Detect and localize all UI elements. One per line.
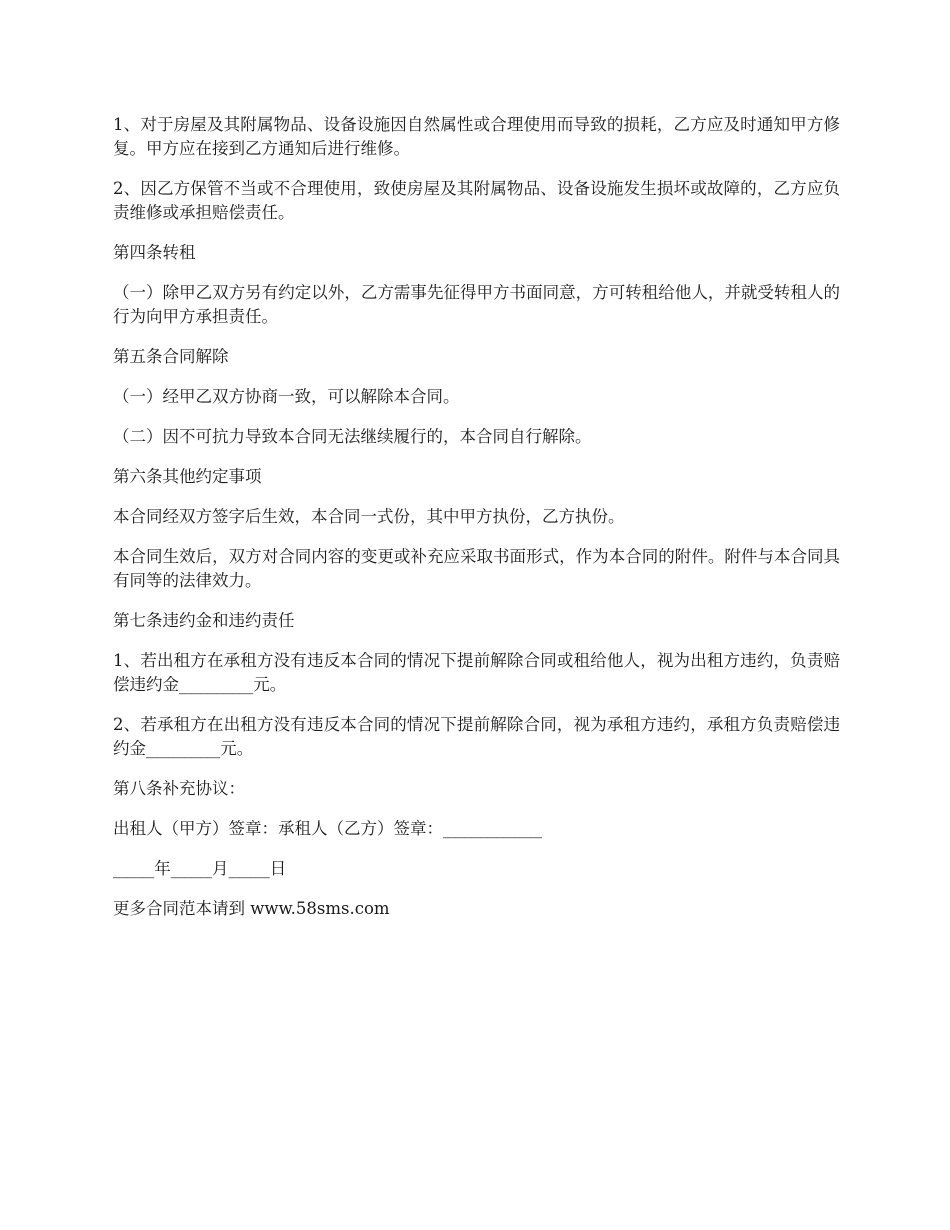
clause-sublease-consent: （一）除甲乙双方另有约定以外，乙方需事先征得甲方书面同意，方可转租给他人，并就受转租人的行为向甲方承担责任。 <box>113 283 840 326</box>
date-line: _____年_____月_____日 <box>113 859 287 878</box>
clause-effective-copies: 本合同经双方签字后生效，本合同一式份，其中甲方执份，乙方执份。 <box>113 507 625 526</box>
document-body <box>113 113 840 937</box>
clause-repair-natural-wear: 1、对于房屋及其附属物品、设备设施因自然属性或合理使用而导致的损耗，乙方应及时通知甲方修复。甲方应在接到乙方通知后进行维修。 <box>113 115 840 158</box>
clause-termination-mutual: （一）经甲乙双方协商一致，可以解除本合同。 <box>113 387 460 406</box>
clause-termination-force-majeure: （二）因不可抗力导致本合同无法继续履行的，本合同自行解除。 <box>113 427 592 446</box>
section-heading-supplement: 第八条补充协议： <box>113 779 245 798</box>
section-heading-other-matters: 第六条其他约定事项 <box>113 467 262 486</box>
signature-line: 出租人（甲方）签章：承租人（乙方）签章：____________ <box>113 819 542 838</box>
clause-lessee-breach: 2、若承租方在出租方没有违反本合同的情况下提前解除合同，视为承租方违约，承租方负责赔偿违约金_________元。 <box>113 715 840 758</box>
section-heading-termination: 第五条合同解除 <box>113 347 229 366</box>
clause-repair-improper-use: 2、因乙方保管不当或不合理使用，致使房屋及其附属物品、设备设施发生损坏或故障的，乙方应负责维修或承担赔偿责任。 <box>113 179 840 222</box>
section-heading-penalty: 第七条违约金和违约责任 <box>113 611 295 630</box>
section-heading-sublease: 第四条转租 <box>113 243 196 262</box>
clause-lessor-breach: 1、若出租方在承租方没有违反本合同的情况下提前解除合同或租给他人，视为出租方违约，负责赔偿违约金_________元。 <box>113 651 840 694</box>
footer-more-templates: 更多合同范本请到 www.58sms.com <box>113 899 390 918</box>
clause-amendments: 本合同生效后，双方对合同内容的变更或补充应采取书面形式，作为本合同的附件。附件与本合同具有同等的法律效力。 <box>113 547 840 590</box>
